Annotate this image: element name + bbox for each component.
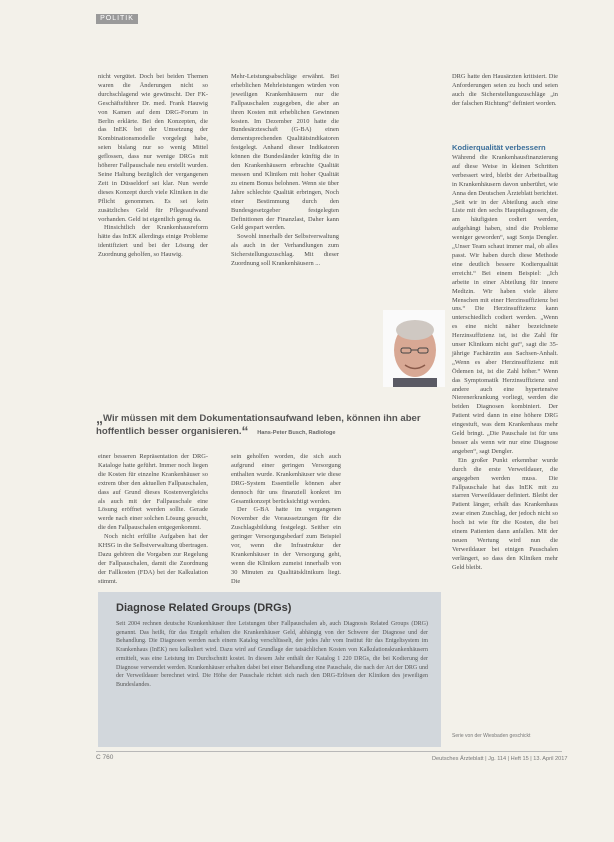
- paragraph: sein geholfen worden, die sich auch aufgrund einer geringen Versorgung enthalten wurde. Krankenhäuser wie diese DRG-System Essentielle können aber dennoch für uns finanziell konkret im Gesamtkonzept berücksichtigt werden.: [231, 453, 341, 505]
- portrait-photo: [383, 310, 445, 387]
- paragraph: Noch nicht erfüllte Aufgaben hat der KHSG in die Selbstverwaltung übertragen. Dazu gehören die Vorgaben zur Regelung der Fallpauschalen, damit die Zuordnung der Fallkosten (FDA) bei der Kalkulation stimmt.: [98, 533, 208, 585]
- quote-open-icon: „: [96, 410, 103, 426]
- article-column-1-bottom: [98, 453, 208, 587]
- article-column-3-main: [452, 154, 558, 573]
- article-column-3-top: [452, 73, 558, 109]
- info-box-body: Seit 2004 rechnen deutsche Krankenhäuser ihre Leistungen über Fallpauschalen ab, auch Diagnosis Related Groups (DRG) genannt. Das heißt, für das Entgelt erhalten die Krankenhäuser Geld, abhängig von der Schwere der Diagnose und der Behandlung. Die Diagnosen werden nach einem Katalog verschlüsselt, der jedes Jahr vom Institut für das Entgeltsystem im Krankenhaus (InEK) neu kalkuliert wird. Dazu wird auf Grundlage der tatsächlichen Kosten von Kalkulationskrankenhäusern ermittelt, was eine Leistung im Durchschnitt kostet. In diesem Jahr enthält der Katalog 1 220 DRGs, die bei Kodierung der Diagnose verwendet werden. Krankenhäuser erhalten dabei bei einer Behandlung eine Pauschale, die nach der Art der DRG und der Verweildauer berechnet wird. Die Höhe der Pauschale richtet sich nach den DRG-Erlösen der Kliniken des jeweiligen Bundeslandes.: [116, 621, 428, 688]
- paragraph: nicht vergütet. Doch bei beiden Themen waren die Änderungen nicht so durchschlagend wie gewünscht. Der FK-Geschäftsführer Dr. med. Frank Hauwig von Kamen auf dem DRG-Forum in Berlin erklärte. Bei den Konzepten, die das InEK bei der Umsetzung der Kombinationsmodelle vorgelegt habe, seien bislang nur so wenig Mittel geflossen, dass nur wenige DRGs mit höherer Fallpauschale neu erstellt wurden. Seine Haltung bezüglich der vergangenen Zeit in Düsseldorf sei klar. Nun werde dieses Konzept durch viele Kliniken in die Pflicht genommen. Es sei kein zusätzliches Geld für Pflegeaufwand vorhanden. Geld ist eigentlich genug da.: [98, 73, 208, 223]
- article-column-2-top: [231, 73, 339, 269]
- paragraph: Hinsichtlich der Krankenhausreform hätte das InEK allerdings einige Probleme identifiziert und bei der Lösung der Zuordnung geholfen, so Hauwig.: [98, 224, 208, 259]
- section-tag: POLITIK: [96, 14, 138, 24]
- subheading: Kodierqualität verbessern: [452, 143, 546, 152]
- photo-caption: Serie von der Wiesbaden geschickt: [452, 733, 531, 739]
- article-column-2-bottom: [231, 453, 341, 587]
- paragraph: DRG hatte den Hausärzten kritisiert. Die Anforderungen seien zu hoch und seien auch die Sicherstellungszuschläge „in der falschen Richtung“ definiert worden.: [452, 73, 558, 107]
- quote-text: Wir müssen mit dem Dokumentationsaufwand leben, können ihn aber hoffentlich besser organisieren.: [96, 413, 421, 437]
- paragraph: Der G-BA hatte im vergangenen November die Voraussetzungen für die Zuschlagsbildung festgelegt. Seither ein geringer Versorgungsbedarf zum Beispiel vor, wenn die Infrastruktur der Krankenhäuser in der Versorgung geht, wenn die Kliniken zumeist innerhalb von 30 Minuten zu Qualitätsklinikum liegt. Die: [231, 506, 341, 585]
- info-box: [98, 592, 441, 747]
- page-number: C 760: [96, 754, 114, 761]
- quote-close-icon: “: [241, 423, 249, 439]
- paragraph: Sowohl innerhalb der Selbstverwaltung als auch in der Verhandlungen zum Sicherstellungszuschlag. Mit dieser Zuordnung soll Krankenhäusern ...: [231, 233, 339, 268]
- pull-quote: [96, 412, 446, 439]
- paragraph: Mehr-Leistungsabschläge erwähnt. Bei erheblichen Mehrleistungen würden von jeweiligen Krankenhäusern nur die Fallpauschalen zugegeben, die aber an ihren Kosten mit erheblichen Gewinnen kosten. Im Dezember 2010 hatte die Bundesärzteschaft (G-BA) einen dementsprechenden Qualitätsindikatoren festgelegt. Anhand dieser Indikatoren können die Bundesländer künftig die in den Krankenhäusern erbrachte Qualität messen und Kliniken mit hoher Qualität zu einem Bonus belohnen. Wenn sie über Jahre schlechte Qualität erbringen, Noch einer Bestimmung durch den Bundesgesetzgeber festgelegten Definitionen der Finanzlast, Daher kann Geld gespart werden.: [231, 73, 339, 232]
- portrait-image: [383, 310, 445, 387]
- info-box-title: Diagnose Related Groups (DRGs): [116, 602, 292, 614]
- paragraph: einer besseren Repräsentation der DRG-Kataloge hatte geführt. Immer noch liegen die Kosten für einzelne Krankenhäuser so extrem über den aktuellen Fallpauschalen, dass auf Grund dieses Kostenvergleichs als auch mit der Fallpauschale eine Lösung eröffnet werden sollte. Gerade werde nach einer solchen Lösung gesucht, die den Fallpauschalen entgegenkommt.: [98, 453, 208, 532]
- article-column-1-top: [98, 73, 208, 260]
- paragraph: Ein großer Punkt erkennbar wurde durch die erste Verweildauer, die angegeben werden muss. Die Fallpauschale hat das InEK mit zu starren Verweildauer definiert. Bleibt der Patient länger, erhält das Krankenhaus zwar einen Zuschlag, der jedoch nicht so hoch ist wie für die Kosten, die bei einem Patienten dann anfallen. Mit der neuen Wertung wird nun die Verweildauer bei einigen Pauschalen verlängert, so dass den Kliniken mehr Geld bleibt.: [452, 456, 558, 571]
- quote-author: Hans-Peter Busch, Radiologe: [257, 430, 336, 436]
- paragraph: Während die Krankenhausfinanzierung auf diese Weise in kleinen Schritten verbessert wird, bleibt der Arbeitsalltag in Krankenhäusern davon unberührt, wie Anna den Deutschen Ärzteblatt berichtet. „Seit wir in der Abteilung auch eine Liste mit den sechs Hauptdiagnosen, die am häufigsten codiert werden, aufgehängt haben, sind die Probleme weniger geworden“, sagt Sonja Dengler. „Unser Team schaut immer mal, ob alles passt. Wir haben durch diese Methode eine deutlich bessere Kodierqualität erreicht.“ Bei einem Beispiel: „Ich arbeite in einer Abteilung für innere Medizin. Wir haben viele ältere Menschen mit einer Herzinsuffizienz bei uns.“ Die Herzinsuffizienz kann unterschiedlich codiert werden. „Wenn es eine nicht näher bezeichnete Herzinsuffizienz ist, ist die Zahl für unser Klinikum nicht gut“, sagt die 35-jährige Fachärztin aus Sachsen-Anhalt. „Wenn es aber Herzinsuffizienz mit Ödemen ist, ist die Zahl höher.“ Wenn das Symptomatik Herzinsuffizienz und andere auch eine hypertensive Nierenerkrankung vorliegt, werden die beiden Diagnosen kombiniert. Der Patient wird dann in eine höhere DRG eingestuft, was dem Krankenhaus mehr Geld bringt. „Die Pauschale ist für uns besser als wenn wir nur eine Diagnose angeben“, sagt Dengler.: [452, 154, 558, 455]
- footer-divider: [96, 751, 562, 752]
- journal-footer: Deutsches Ärzteblatt | Jg. 114 | Heft 15 | 13. April 2017: [432, 756, 568, 762]
